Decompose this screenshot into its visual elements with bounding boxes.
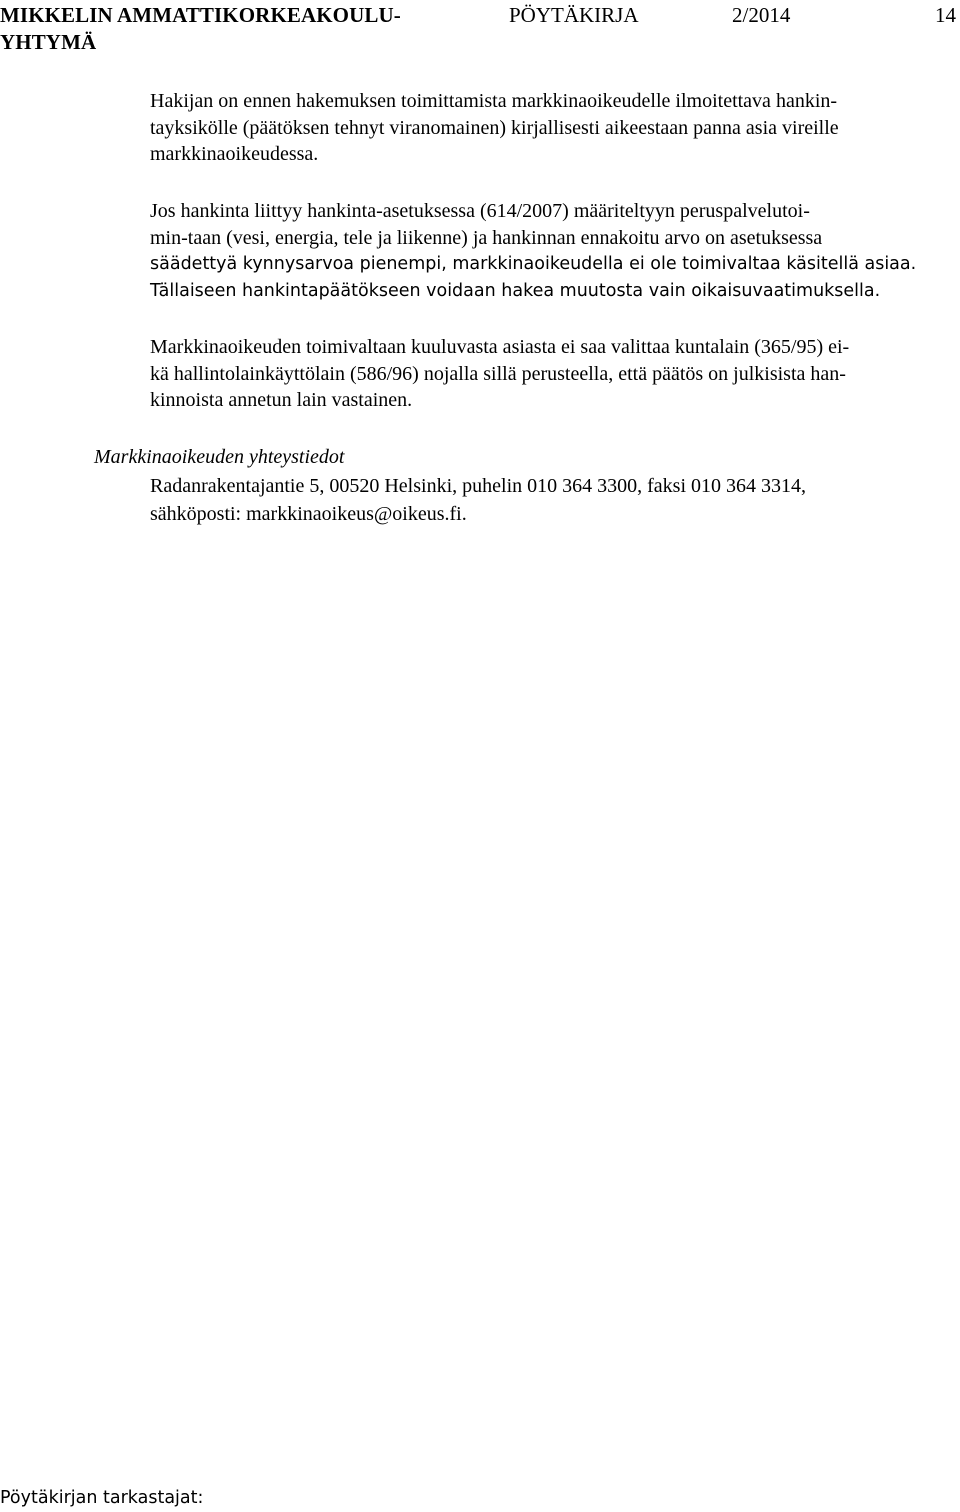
contact-email: sähköposti: markkinaoikeus@oikeus.fi. — [150, 503, 467, 525]
contact-details — [150, 472, 806, 528]
footer-reviewers-label: Pöytäkirjan tarkastajat: — [0, 1488, 204, 1508]
organization-name-line-1: MIKKELIN AMMATTIKORKEAKOULU- — [0, 3, 401, 27]
paragraph-line: Markkinaoikeuden toimivaltaan kuuluvasta asiasta ei saa valittaa kuntalain (365/95) ei- — [150, 336, 850, 358]
paragraph-line: markkinaoikeudessa. — [150, 143, 319, 165]
paragraph-line: min-taan (vesi, energia, tele ja liikenne) ja hankinnan ennakoitu arvo on asetuksessa — [150, 226, 823, 249]
contact-address: Radanrakentajantie 5, 00520 Helsinki, puhelin 010 364 3300, faksi 010 364 3314, — [150, 475, 807, 497]
paragraph-line: tayksikölle (päätöksen tehnyt viranomainen) kirjallisesti aikeestaan panna asia vireille — [150, 116, 839, 139]
paragraph-line: Hakijan on ennen hakemuksen toimittamista markkinaoikeudelle ilmoitettava hankin- — [150, 90, 838, 112]
paragraph-line: kinnoista annetun lain vastainen. — [150, 389, 413, 411]
organization-name — [0, 2, 401, 56]
paragraph-line: kä hallintolainkäyttölain (586/96) nojalla sillä perusteella, että päätös on julkisista han- — [150, 362, 846, 385]
paragraph-jurisdiction — [150, 334, 940, 414]
contact-heading: Markkinaoikeuden yhteystiedot — [94, 446, 345, 468]
paragraph-threshold-rule — [150, 198, 940, 304]
organization-name-line-2: YHTYMÄ — [0, 30, 97, 54]
paragraph-line: Tällaiseen hankintapäätökseen voidaan hakea muutosta vain oikaisuvaatimuksella. — [150, 280, 881, 301]
paragraph-line: Jos hankinta liittyy hankinta-asetuksessa (614/2007) määriteltyyn peruspalvelutoi- — [150, 200, 810, 222]
document-number: 2/2014 — [732, 3, 791, 27]
paragraph-appeal-notice — [150, 88, 940, 168]
paragraph-line: säädettyä kynnysarvoa pienempi, markkinaoikeudella ei ole toimivaltaa käsitellä asiaa. — [150, 254, 917, 274]
page-number: 14 — [935, 3, 956, 27]
page-header — [0, 0, 960, 60]
document-type: PÖYTÄKIRJA — [509, 3, 639, 27]
